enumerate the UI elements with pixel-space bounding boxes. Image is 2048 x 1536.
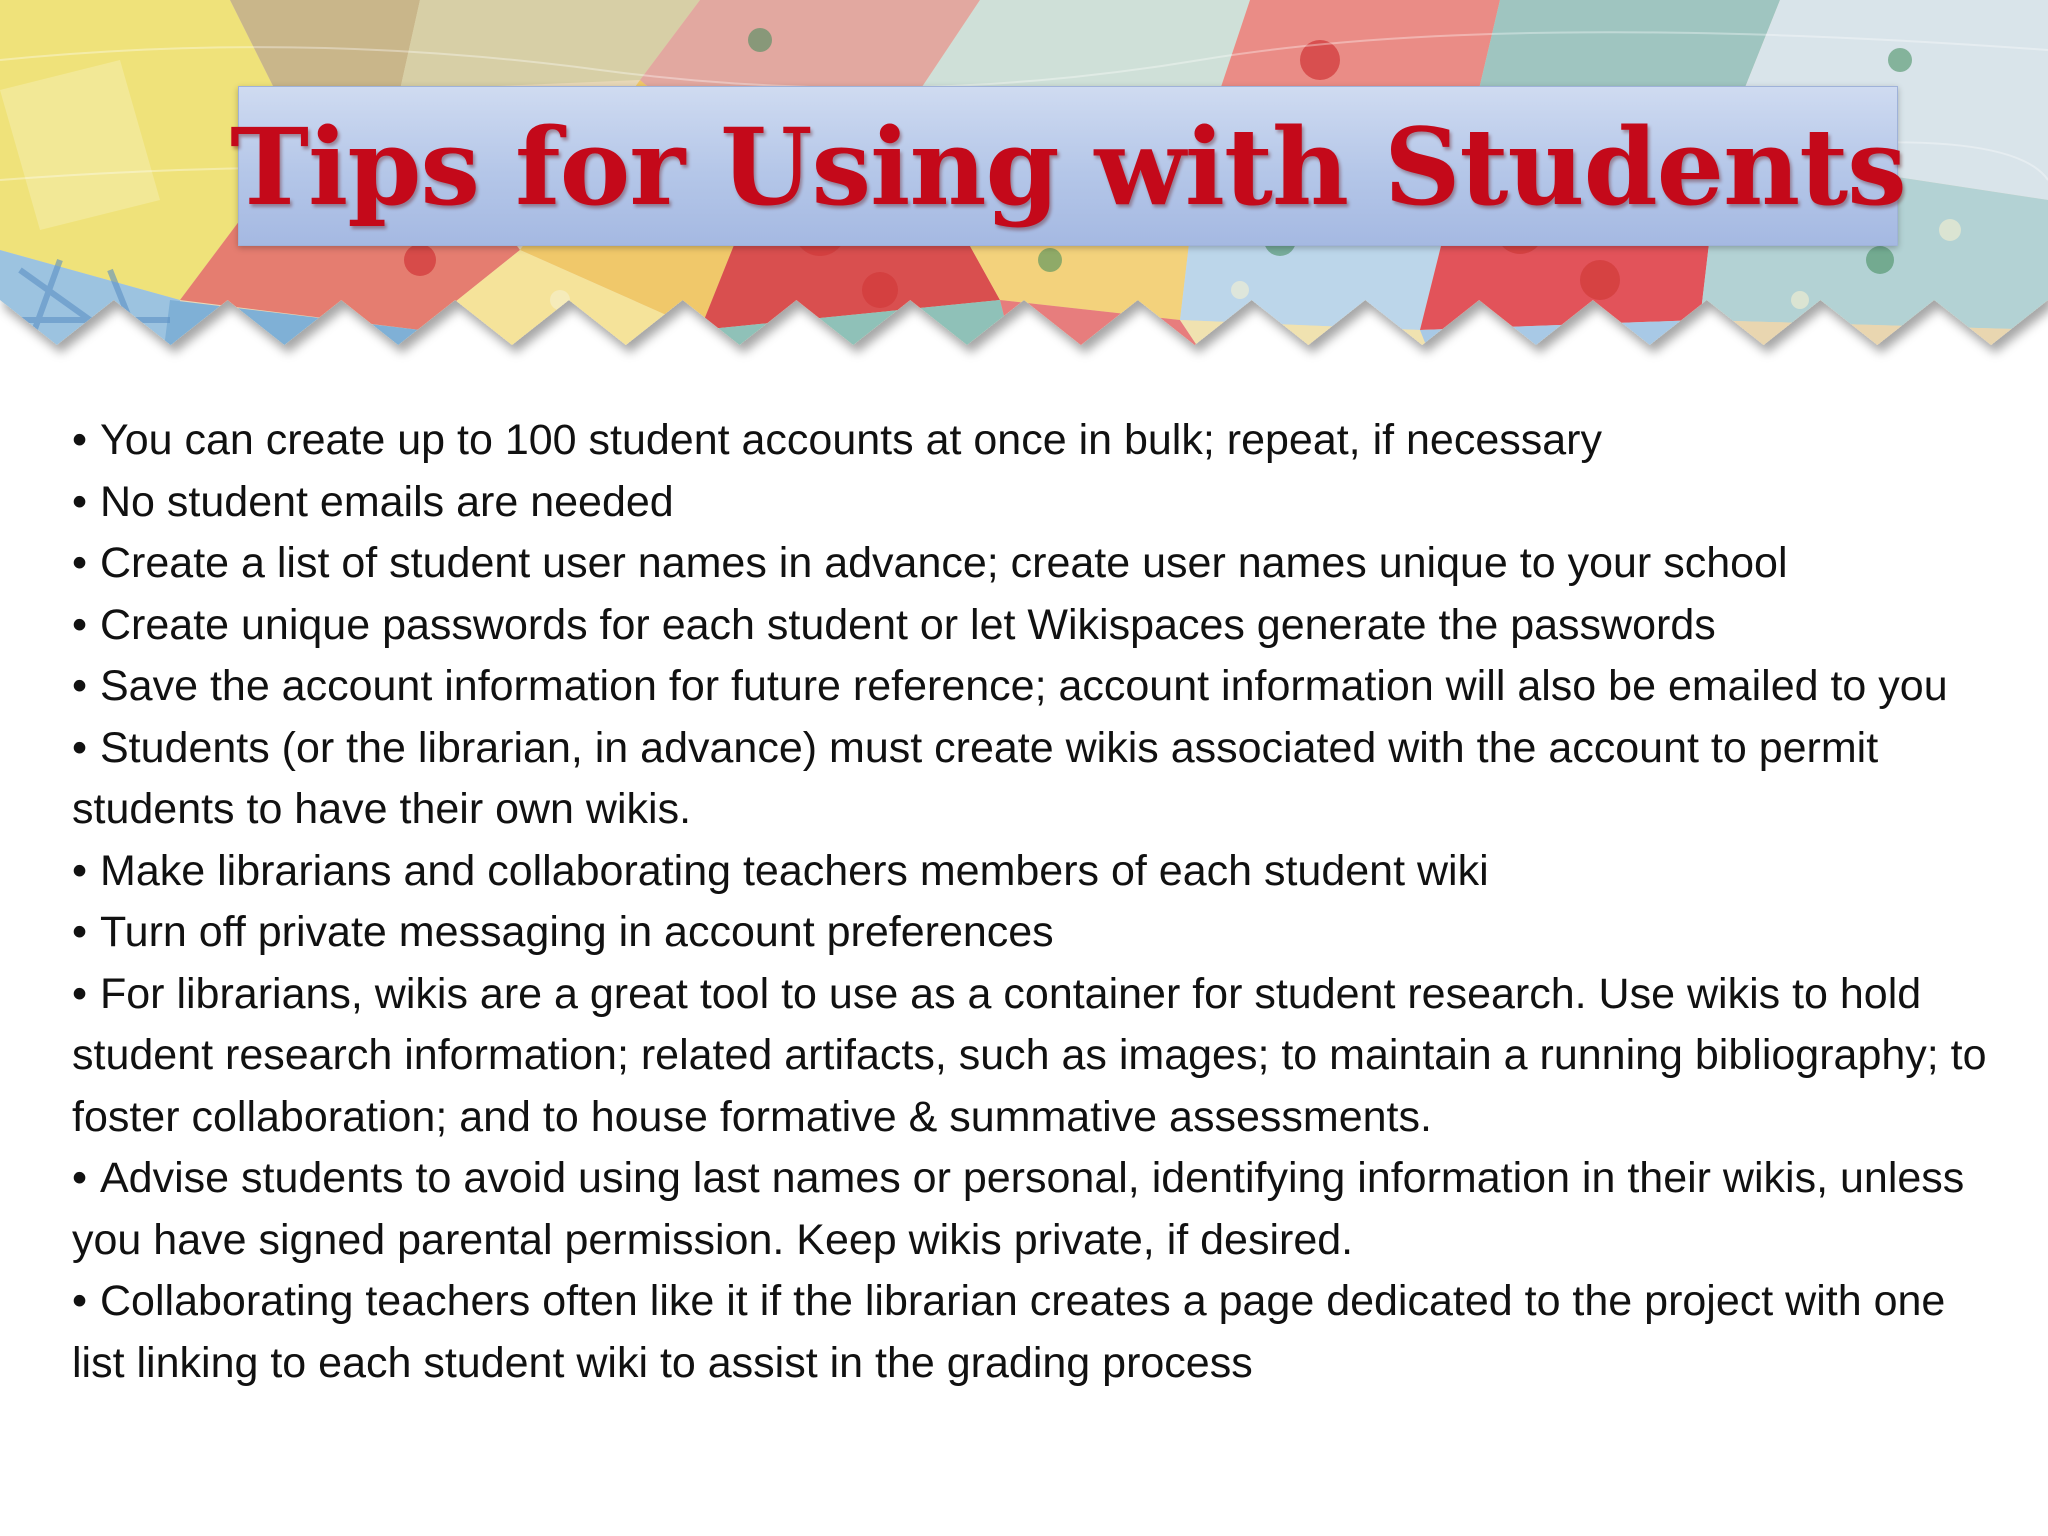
bullet-glyph: • — [72, 539, 88, 587]
bullet-text: Advise students to avoid using last names or personal, identifying information in their wikis, unless you have signed parental permission. Keep wikis private, if desired. — [72, 1154, 1965, 1264]
bullet-glyph: • — [72, 1277, 88, 1325]
bullet-text: Create unique passwords for each student or let Wikispaces generate the passwords — [100, 600, 1716, 649]
bullet-text: Create a list of student user names in advance; create user names unique to your school — [100, 539, 1788, 587]
title-box — [230, 86, 1906, 246]
bullet-text: For librarians, wikis are a great tool to use as a container for student research. Use wikis to hold student research information; related artifacts, such as images; to maintain a running bibliography; to foster collaboration; and to house formative & summative assessments. — [72, 969, 1987, 1141]
bullet-item — [72, 410, 2002, 472]
bullet-item — [72, 1148, 2002, 1271]
bullet-text: Make librarians and collaborating teachers members of each student wiki — [100, 846, 1489, 895]
bullet-glyph: • — [72, 1154, 88, 1202]
bullet-item — [72, 533, 2002, 595]
bullet-item — [72, 472, 2002, 534]
bullet-item — [72, 656, 2002, 718]
bullet-item — [72, 902, 2002, 964]
bullet-text: Collaborating teachers often like it if the librarian creates a page dedicated to the project with one list linking to each student wiki to assist in the grading process — [72, 1277, 1946, 1387]
bullet-text: Save the account information for future reference; account information will also be emailed to you — [100, 662, 1948, 710]
bullet-item — [72, 718, 2002, 841]
bullet-text: Students (or the librarian, in advance) must create wikis associated with the account to permit students to have their own wikis. — [72, 723, 1879, 833]
bullet-glyph: • — [72, 416, 88, 464]
bullet-text: No student emails are needed — [100, 477, 674, 526]
bullet-glyph: • — [72, 908, 88, 956]
slide-title: Tips for Using with Students — [230, 103, 1906, 229]
bullet-glyph: • — [72, 969, 88, 1018]
bullet-glyph: • — [72, 662, 88, 710]
bullet-item — [72, 1271, 2002, 1394]
bullet-item — [72, 964, 2002, 1149]
bullet-list — [72, 410, 2002, 1394]
bullet-glyph: • — [72, 846, 88, 895]
bullet-text: Turn off private messaging in account preferences — [100, 908, 1054, 956]
bullet-glyph: • — [72, 477, 88, 526]
bullet-item — [72, 595, 2002, 657]
bullet-item — [72, 841, 2002, 903]
bullet-glyph: • — [72, 600, 88, 649]
bullet-glyph: • — [72, 723, 88, 772]
bullet-text: You can create up to 100 student accounts at once in bulk; repeat, if necessary — [100, 416, 1602, 464]
